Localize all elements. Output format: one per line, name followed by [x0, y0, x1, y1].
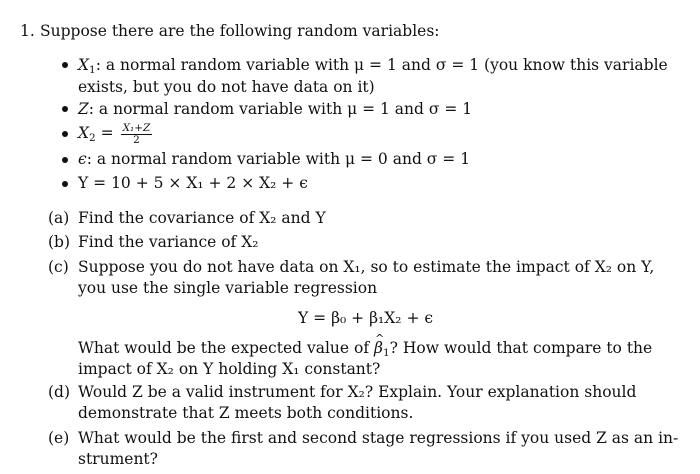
variable-x1-line1 — [78, 54, 668, 76]
problem-number: 1. — [20, 22, 35, 40]
x2-equals: = — [95, 124, 119, 142]
question-b-label: (b) — [48, 233, 71, 251]
beta-hat-symbol: ^ β — [374, 337, 383, 359]
regression-equation: Y = β₀ + β₁X₂ + ϵ — [298, 309, 434, 327]
question-e-label: (e) — [48, 429, 70, 447]
question-d-label: (d) — [48, 383, 71, 401]
epsilon-symbol: ϵ — [78, 150, 87, 168]
x2-symbol: X — [78, 124, 90, 142]
question-c-line3-start: What would be the expected value of — [78, 339, 375, 357]
x1-description: : a normal random variable with μ = 1 and σ = 1 (you know this variable — [95, 56, 668, 74]
variable-x2 — [78, 122, 154, 146]
x2-fraction — [121, 123, 153, 146]
variable-epsilon — [78, 148, 470, 170]
epsilon-description: : a normal random variable with μ = 0 and σ = 1 — [86, 150, 471, 168]
question-c-line2: you use the single variable regression — [78, 279, 378, 297]
bullet-epsilon — [62, 157, 68, 163]
bullet-x1 — [62, 62, 68, 68]
question-c-line3-end: ? How would that compare to the — [389, 339, 653, 357]
question-d-line2: demonstrate that Z meets both conditions. — [78, 404, 414, 422]
x2-fraction-denominator: 2 — [133, 133, 140, 146]
question-b-text: Find the variance of X₂ — [78, 233, 259, 251]
x1-subscript: 1 — [89, 64, 96, 76]
bullet-y — [62, 181, 68, 187]
question-c-line1: Suppose you do not have data on X₁, so to estimate the impact of X₂ on Y, — [78, 258, 655, 276]
question-a-text: Find the covariance of X₂ and Y — [78, 209, 326, 227]
z-description: : a normal random variable with μ = 1 and σ = 1 — [88, 100, 473, 118]
bullet-z — [62, 106, 68, 112]
question-e-line2: strument? — [78, 450, 158, 468]
question-c-line4: impact of X₂ on Y holding X₁ constant? — [78, 360, 381, 378]
variable-y-equation: Y = 10 + 5 × X₁ + 2 × X₂ + ϵ — [78, 174, 308, 192]
question-c-label: (c) — [48, 258, 69, 276]
question-e-line1: What would be the first and second stage regressions if you used Z as an in- — [78, 429, 679, 447]
question-c-line3 — [78, 337, 652, 359]
problem-intro: Suppose there are the following random variables: — [40, 22, 440, 40]
variable-z — [78, 98, 472, 120]
bullet-x2 — [62, 131, 68, 137]
question-d-line1: Would Z be a valid instrument for X₂? Explain. Your explanation should — [78, 383, 637, 401]
z-symbol: Z — [78, 100, 89, 118]
question-a-label: (a) — [48, 209, 70, 227]
variable-x1-line2: exists, but you do not have data on it) — [78, 78, 375, 96]
x1-symbol: X — [78, 56, 90, 74]
beta-hat-subscript: 1 — [382, 347, 390, 359]
x2-fraction-numerator: X₁+Z — [122, 121, 151, 134]
x2-subscript: 2 — [89, 132, 96, 144]
